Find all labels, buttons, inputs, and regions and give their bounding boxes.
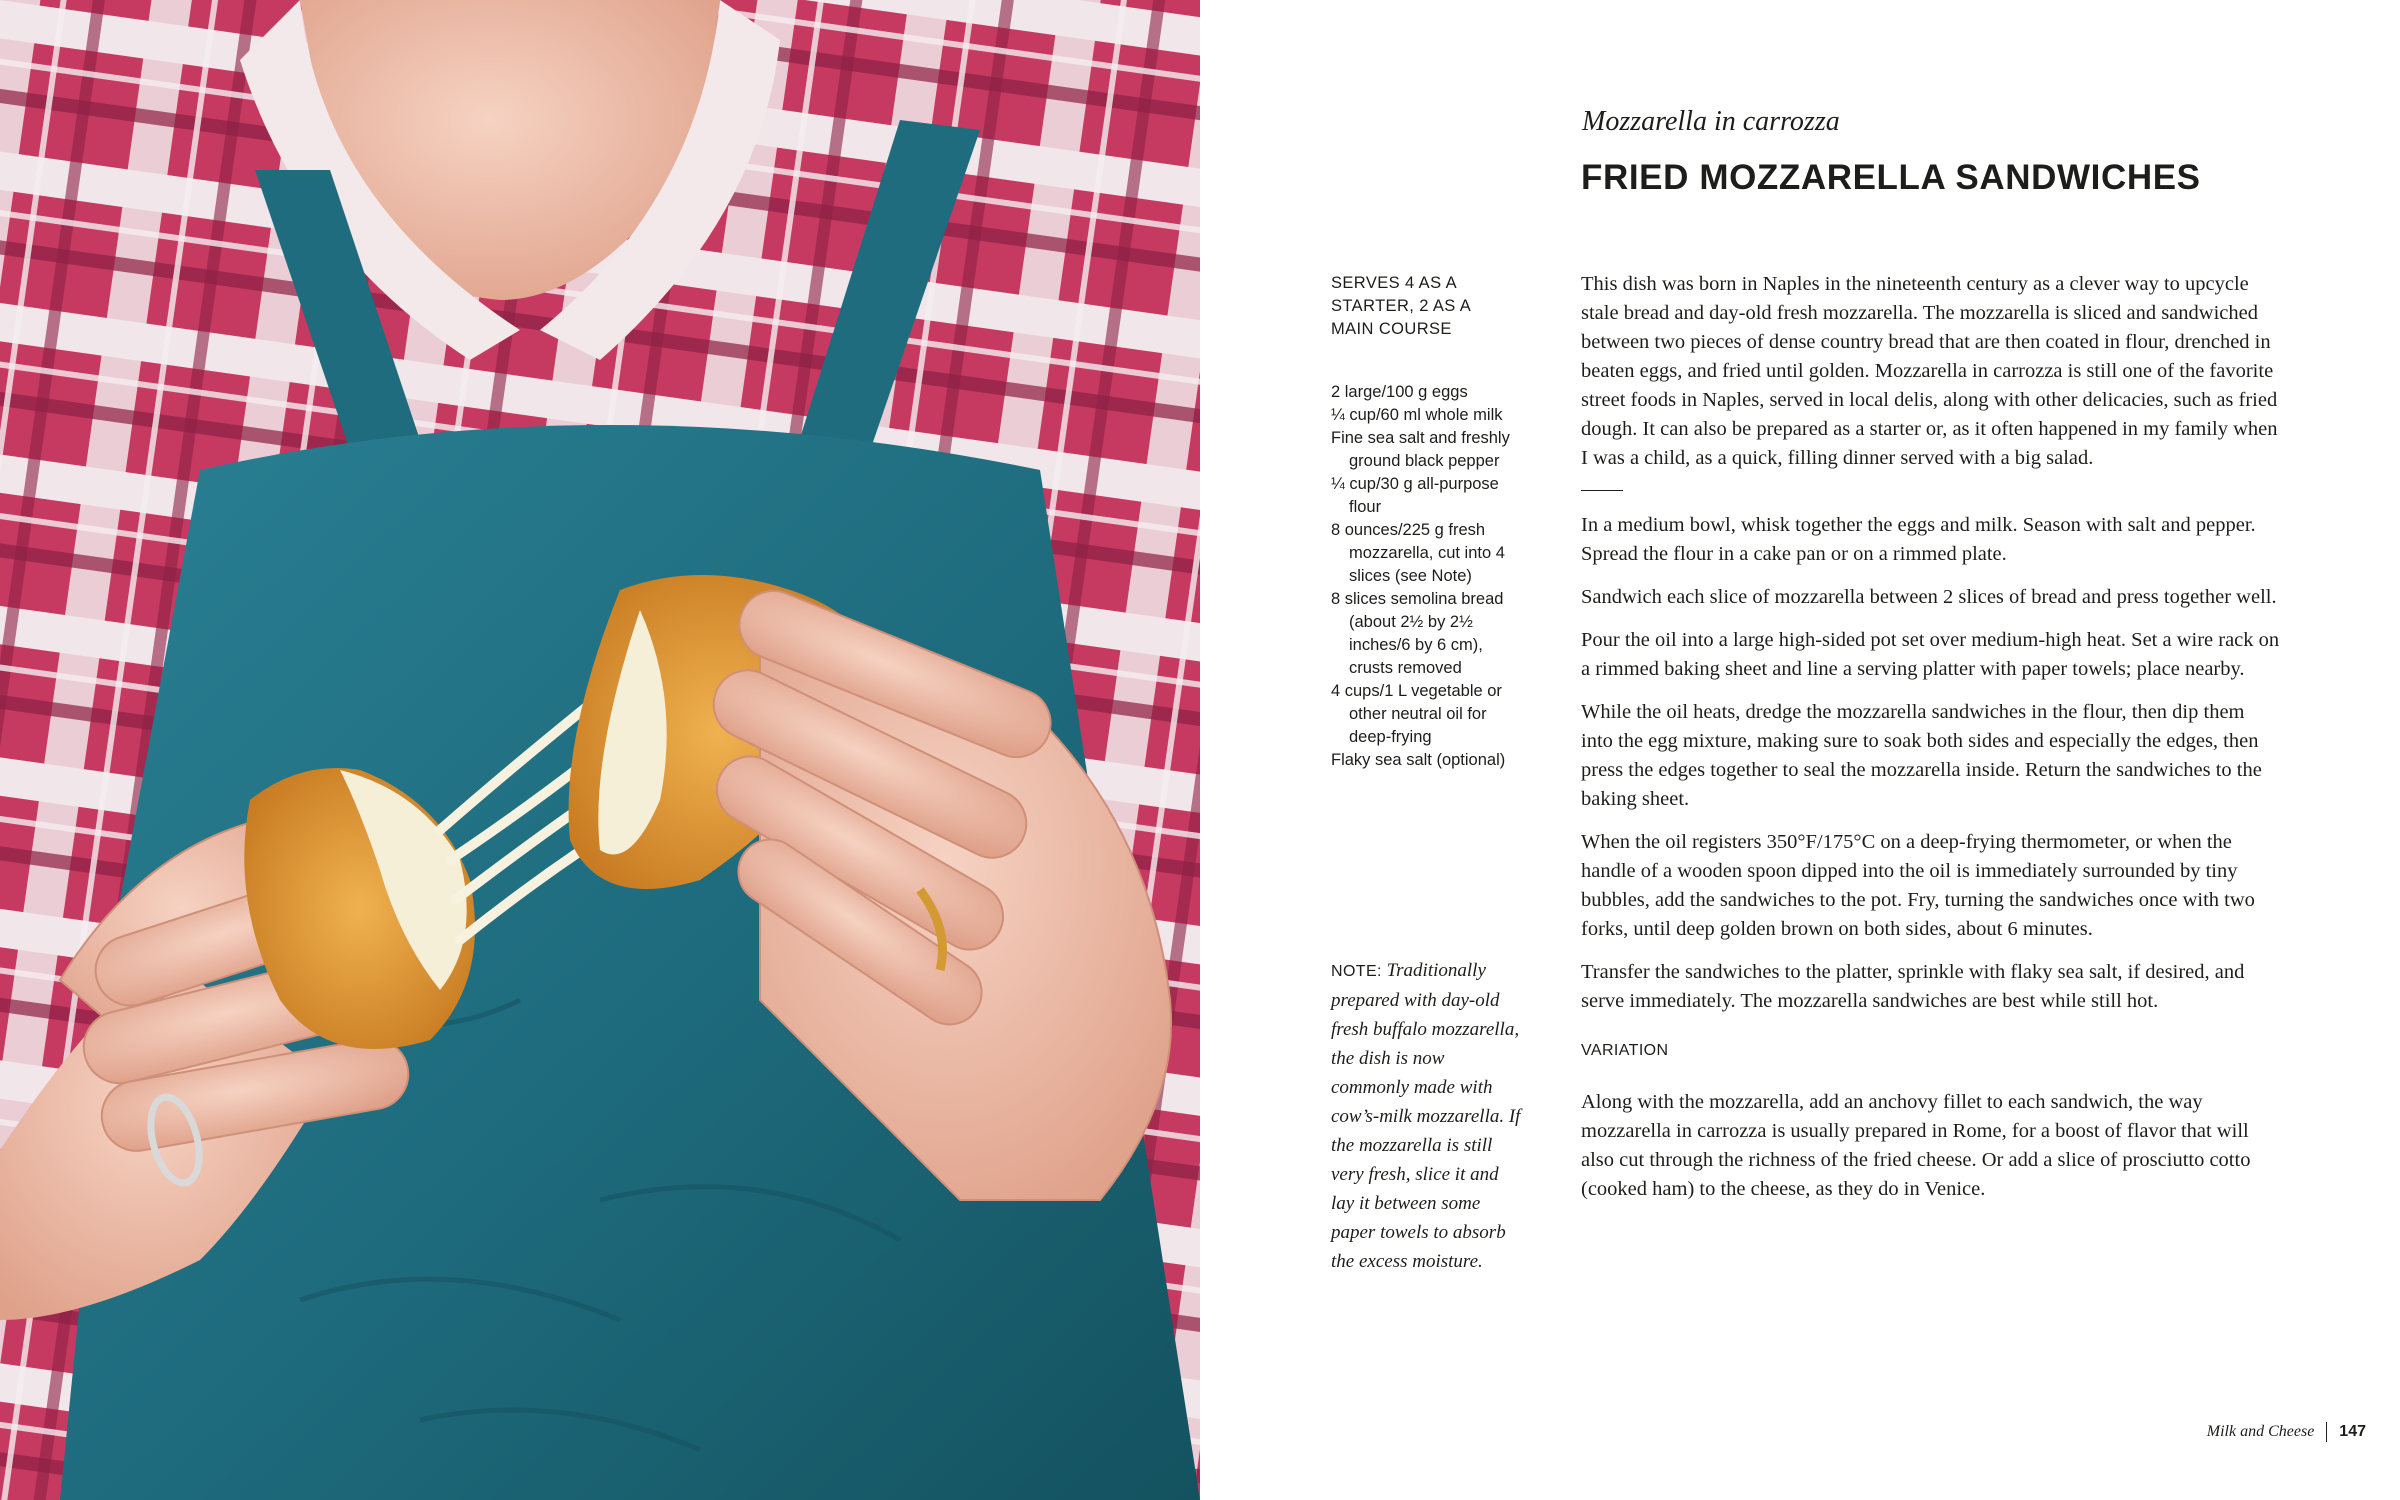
footer-separator: [2326, 1422, 2327, 1442]
method-steps: [1581, 511, 2281, 1204]
method-step: Pour the oil into a large high-sided pot set over medium-high heat. Set a wire rack on a rimmed baking sheet and line a serving platter with paper towels; place nearby.: [1581, 629, 2280, 680]
ingredients-sidebar: [1331, 272, 1521, 772]
variation-text: Along with the mozzarella, add an anchovy fillet to each sandwich, the way mozzarella in carrozza is usually prepared in Rome, for a boost of flavor that will also cut through the richness of the fried cheese. Or add a slice of prosciutto cotto (cooked ham) to the cheese, as they do in Venice.: [1581, 1091, 2251, 1200]
note-label: NOTE:: [1331, 963, 1382, 980]
recipe-body: [1581, 270, 2281, 1218]
method-step: Sandwich each slice of mozzarella between 2 slices of bread and press together well.: [1581, 586, 2277, 608]
method-step: When the oil registers 350°F/175°C on a deep-frying thermometer, or when the handle of a wooden spoon dipped into the oil is immediately surrounded by tiny bubbles, add the sandwiches to the pot. Fry, turning the sandwiches once with two forks, until deep golden brown on both sides, about 6 minutes.: [1581, 831, 2255, 940]
ingredient-item: 8 slices semolina bread (about 2½ by 2½ inches/6 by 6 cm), crusts removed: [1331, 590, 1504, 677]
recipe-note: [1331, 956, 1526, 1276]
ingredient-item: Flaky sea salt (optional): [1331, 751, 1506, 769]
recipe-subtitle: Mozzarella in carrozza: [1582, 106, 1840, 137]
ingredient-item: 4 cups/1 L vegetable or other neutral oil for deep-frying: [1331, 682, 1502, 746]
page-footer: [2207, 1422, 2366, 1442]
ingredient-item: ¼ cup/30 g all-purpose flour: [1331, 475, 1499, 516]
page-number: 147: [2339, 1423, 2366, 1440]
ingredient-item: Fine sea salt and freshly ground black pepper: [1331, 429, 1510, 470]
variation-heading: VARIATION: [1581, 1042, 1669, 1059]
ingredient-item: 2 large/100 g eggs: [1331, 383, 1468, 401]
section-divider: [1581, 490, 1623, 491]
recipe-title: FRIED MOZZARELLA SANDWICHES: [1581, 158, 2201, 197]
ingredient-list: [1331, 381, 1521, 772]
ingredient-item: ¼ cup/60 ml whole milk: [1331, 406, 1503, 424]
method-step: In a medium bowl, whisk together the eggs and milk. Season with salt and pepper. Spread the flour in a cake pan or on a rimmed plate.: [1581, 514, 2256, 565]
method-step: While the oil heats, dredge the mozzarella sandwiches in the flour, then dip them into the egg mixture, making sure to soak both sides and especially the edges, then press the edges together to seal the mozzarella inside. Return the sandwiches to the baking sheet.: [1581, 701, 2262, 810]
note-text: Traditionally prepared with day-old fresh buffalo mozzarella, the dish is now commonly made with cow’s-milk mozzarella. If the mozzarella is still very fresh, slice it and lay it between some paper towels to absorb the excess moisture.: [1331, 960, 1521, 1272]
method-step: Transfer the sandwiches to the platter, sprinkle with flaky sea salt, if desired, and serve immediately. The mozzarella sandwiches are best while still hot.: [1581, 961, 2245, 1012]
recipe-page: [1200, 0, 2400, 1500]
recipe-intro: This dish was born in Naples in the nineteenth century as a clever way to upcycle stale bread and day-old fresh mozzarella. The mozzarella is sliced and sandwiched between two pieces of dense country bread that are then coated in flour, drenched in beaten eggs, and fried until golden. Mozzarella in carrozza is still one of the favorite street foods in Naples, served in local delis, along with other delicacies, such as fried dough. It can also be prepared as a starter or, as it often happened in my family when I was a child, as a quick, filling dinner served with a big salad.: [1581, 273, 2278, 469]
ingredient-item: 8 ounces/225 g fresh mozzarella, cut into 4 slices (see Note): [1331, 521, 1505, 585]
serves-info: SERVES 4 AS A STARTER, 2 AS A MAIN COURSE: [1331, 274, 1471, 338]
footer-section: Milk and Cheese: [2206, 1423, 2315, 1440]
